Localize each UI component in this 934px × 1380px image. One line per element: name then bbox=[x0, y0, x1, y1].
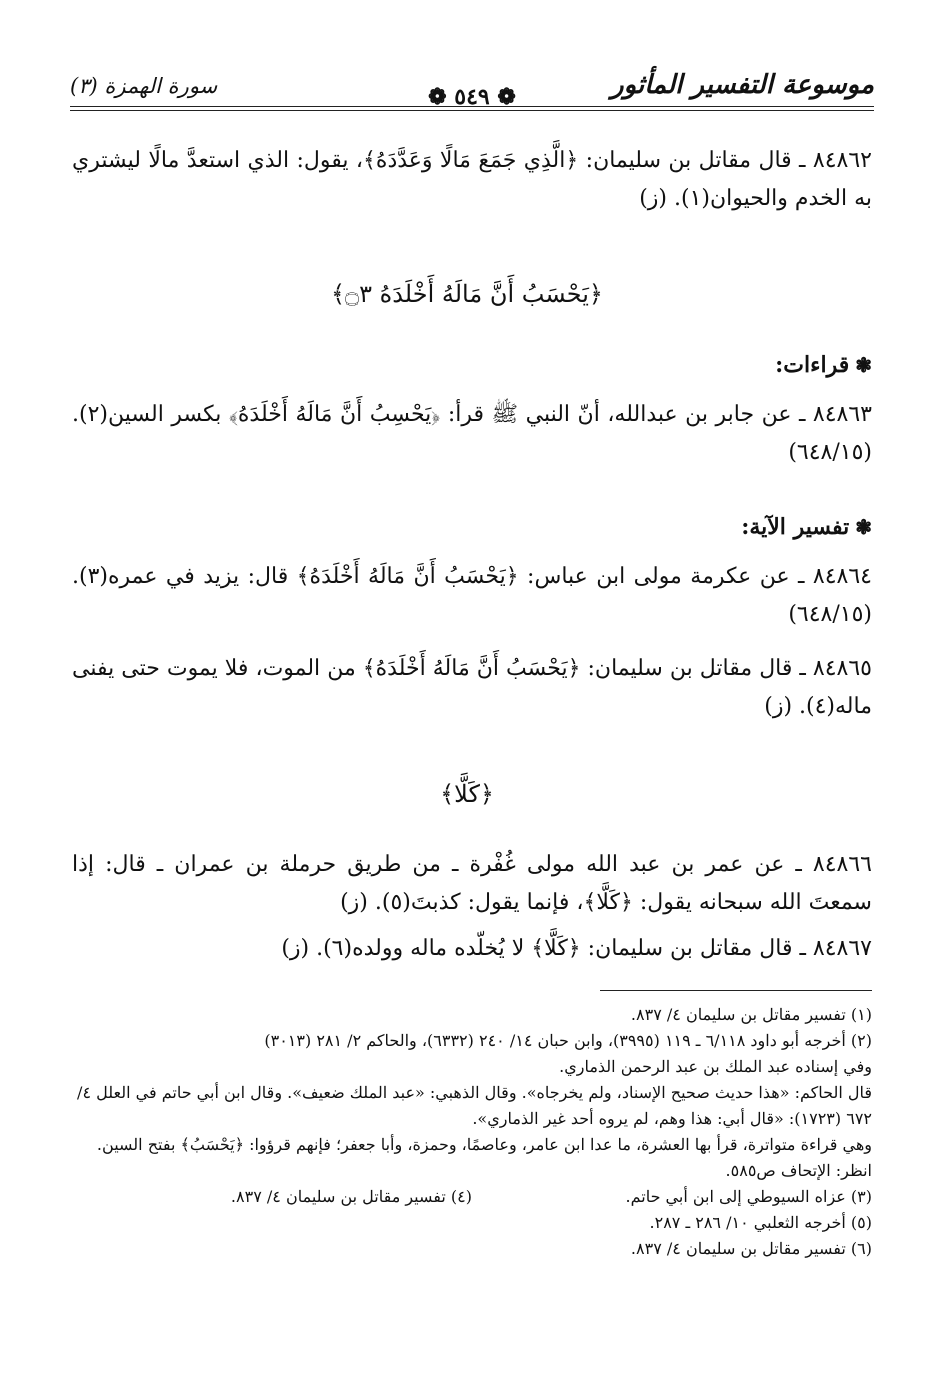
footnote-6: (٦) تفسير مقاتل بن سليمان ٤/ ٨٣٧. bbox=[630, 1239, 872, 1258]
paragraph-84865: ٨٤٨٦٥ ـ قال مقاتل بن سليمان: ﴿يَحْسَبُ أَنَّ مَالَهُ أَخْلَدَهُ﴾ من الموت، فلا يموت حتى يفنى ماله(٤). (ز) bbox=[72, 656, 872, 719]
ayah-verse: ﴿يَحْسَبُ أَنَّ مَالَهُ أَخْلَدَهُ ۝٣﴾ bbox=[330, 280, 603, 308]
footnote-row bbox=[72, 1184, 872, 1210]
footnote-2: (٢) أخرجه أبو داود ٦/١١٨ ـ ١١٩ (٣٩٩٥)، وابن حبان ١٤/ ٢٤٠ (٦٣٣٢)، والحاكم ٢/ ٢٨١ (٣٠١٣) bbox=[264, 1031, 872, 1050]
footnote-4: (٤) تفسير مقاتل بن سليمان ٤/ ٨٣٧. bbox=[230, 1187, 472, 1206]
header-rule bbox=[70, 106, 874, 107]
footnote-2-cont: قال الحاكم: «هذا حديث صحيح الإسناد، ولم يخرجاه». وقال الذهبي: «عبد الملك ضعيف». وقال ابن أبي حاتم في العلل ٤/ ٦٧٢ (١٧٢٣): «قال أبي: هذا وهم، لم يروه أحد غير الذماري». bbox=[77, 1083, 872, 1128]
surah-label: سورة الهمزة (٣) bbox=[70, 74, 218, 98]
section-heading-tafsir: ❃تفسير الآية: bbox=[741, 514, 872, 540]
footnote-3: (٣) عزاه السيوطي إلى ابن أبي حاتم. bbox=[625, 1187, 872, 1206]
section-heading-readings: ❃قراءات: bbox=[775, 352, 872, 378]
ornament-icon: ❁ bbox=[497, 84, 516, 110]
paragraph-84866: ٨٤٨٦٦ ـ عن عمر بن عبد الله مولى غُفْرة ـ من طريق حرملة بن عمران ـ قال: إذا سمعتَ الله سبحانه يقول: ﴿كَلَّا﴾، فإنما يقول: كذبتَ(٥). (ز) bbox=[72, 852, 872, 915]
footnote-2-cont: وفي إسناده عبد الملك بن عبد الرحمن الذماري. bbox=[559, 1057, 872, 1076]
footnote-1: (١) تفسير مقاتل بن سليمان ٤/ ٨٣٧. bbox=[630, 1005, 872, 1024]
paragraph-84864: ٨٤٨٦٤ ـ عن عكرمة مولى ابن عباس: ﴿يَحْسَبُ أَنَّ مَالَهُ أَخْلَدَهُ﴾ قال: يزيد في عمره(٣). (٦٤٨/١٥) bbox=[72, 564, 872, 627]
footnote-2-cont: وهي قراءة متواترة، قرأ بها العشرة، ما عدا ابن عامر، وعاصمًا، وحمزة، وأبا جعفر؛ فإنهم قرؤوا: ﴿يَحْسَبُ﴾ بفتح السين. انظر: الإتحاف ص٥٨٥. bbox=[96, 1135, 872, 1180]
flower-icon: ❃ bbox=[855, 515, 872, 539]
footnote-5: (٥) أخرجه الثعلبي ١٠/ ٢٨٦ ـ ٢٨٧. bbox=[649, 1213, 872, 1232]
header-rule-thin bbox=[70, 110, 874, 111]
book-title: موسوعة التفسير المأثور bbox=[611, 70, 874, 100]
paragraph-84867: ٨٤٨٦٧ ـ قال مقاتل بن سليمان: ﴿كَلَّا﴾ لا يُخلّده ماله وولده(٦). (ز) bbox=[281, 936, 872, 961]
footnotes bbox=[72, 1002, 872, 1262]
kalla-verse: ﴿كَلَّا﴾ bbox=[440, 780, 494, 808]
page-number: ❁ ٥٤٩ ❁ bbox=[428, 84, 516, 110]
ornament-icon: ❁ bbox=[428, 84, 447, 110]
paragraph-84862: ٨٤٨٦٢ ـ قال مقاتل بن سليمان: ﴿الَّذِي جَمَعَ مَالًا وَعَدَّدَهُ﴾، يقول: الذي استعدَّ مالًا ليشتري به الخدم والحيوان(١). (ز) bbox=[72, 148, 872, 211]
paragraph-84863: ٨٤٨٦٣ ـ عن جابر بن عبدالله، أنّ النبي ﷺ قرأ: ﴿يَحْسِبُ أَنَّ مَالَهُ أَخْلَدَهُ﴾ بكسر السين(٢). (٦٤٨/١٥) bbox=[72, 402, 872, 465]
flower-icon: ❃ bbox=[855, 353, 872, 377]
footnote-rule bbox=[600, 990, 872, 991]
page-header bbox=[70, 62, 874, 110]
